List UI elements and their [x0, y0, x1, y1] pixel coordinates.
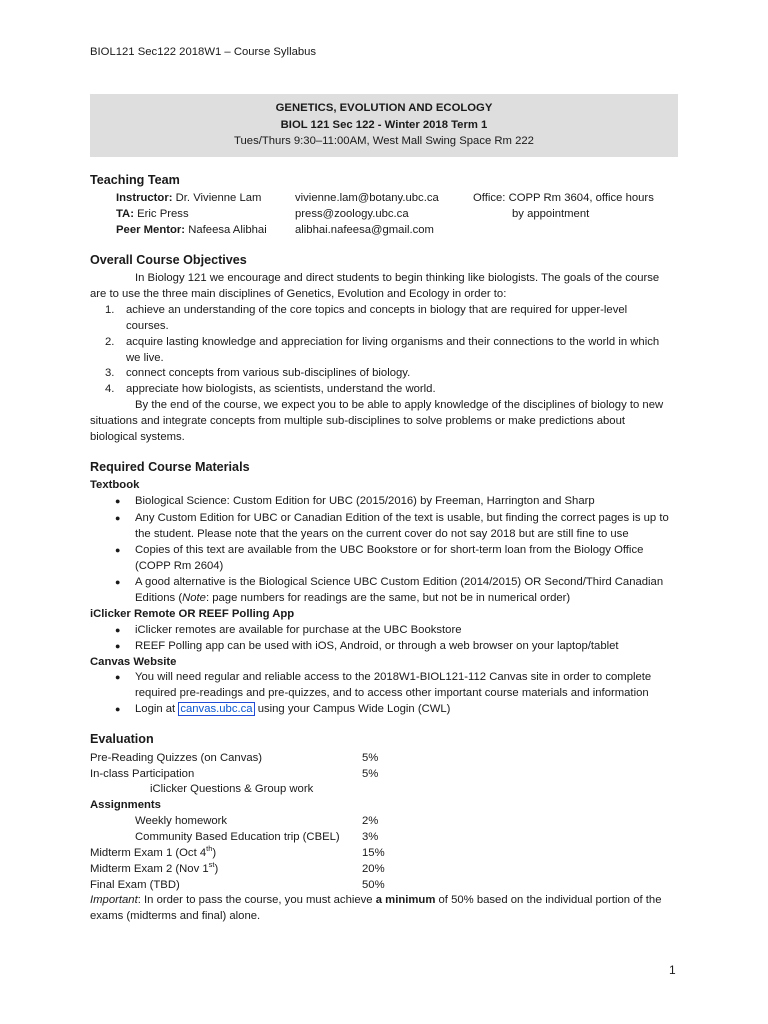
- member-name: Dr. Vivienne Lam: [175, 192, 262, 204]
- member-email: press@zoology.ubc.ca: [295, 208, 409, 220]
- bullet-item: Login at canvas.ubc.ca using your Campus Wide Login (CWL): [135, 703, 451, 715]
- title-banner: [90, 94, 678, 157]
- team-member: [116, 222, 267, 238]
- course-code: BIOL 121 Sec 122 - Winter 2018 Term 1: [280, 119, 488, 131]
- eval-label: Final Exam (TBD): [90, 879, 180, 891]
- list-number: 2.: [105, 336, 115, 348]
- eval-value: 20%: [362, 863, 385, 875]
- member-email: vivienne.lam@botany.ubc.ca: [295, 192, 439, 204]
- list-item-cont: we live.: [126, 352, 164, 364]
- eval-sublabel: iClicker Questions & Group work: [150, 783, 314, 795]
- list-item: connect concepts from various sub-disciplines of biology.: [126, 367, 411, 379]
- bullet-item: iClicker remotes are available for purchase at the UBC Bookstore: [135, 624, 462, 636]
- paragraph-line: In Biology 121 we encourage and direct students to begin thinking like biologists. The goals of the course: [135, 272, 660, 284]
- paragraph-line: are to use the three main disciplines of Genetics, Evolution and Ecology in order to:: [90, 288, 507, 300]
- list-number: 3.: [105, 367, 115, 379]
- eval-sublabel: Weekly homework: [135, 815, 228, 827]
- eval-label: In-class Participation: [90, 768, 195, 780]
- eval-value: 15%: [362, 847, 385, 859]
- bullet-item-cont: (COPP Rm 2604): [135, 560, 224, 572]
- eval-label: Midterm Exam 1 (Oct 4th): [90, 844, 217, 859]
- course-schedule: Tues/Thurs 9:30–11:00AM, West Mall Swing Space Rm 222: [234, 135, 534, 147]
- eval-value: 2%: [362, 815, 379, 827]
- member-role: Instructor:: [116, 192, 173, 204]
- eval-label: Midterm Exam 2 (Nov 1st): [90, 860, 219, 875]
- eval-value: 5%: [362, 768, 379, 780]
- team-member: [116, 206, 189, 222]
- important-note: Important: In order to pass the course, you must achieve a minimum of 50% based on the individual portion of the: [90, 894, 662, 906]
- canvas-link[interactable]: canvas.ubc.ca: [180, 703, 253, 715]
- bullet-item-cont: the student. Please note that the years on the current cover do not say 2018 but are still fine to use: [135, 528, 629, 540]
- list-item-cont: courses.: [126, 320, 169, 332]
- paragraph-line: biological systems.: [90, 431, 185, 443]
- page-number: 1: [669, 963, 676, 977]
- bullet-item-cont: Editions (Note: page numbers for readings are the same, but not be in numerical order): [135, 592, 571, 604]
- materials-heading: Required Course Materials: [90, 460, 250, 474]
- bullet-item: Any Custom Edition for UBC or Canadian Edition of the text is usable, but finding the correct pages is up to: [135, 512, 669, 524]
- bullet-item: Copies of this text are available from the UBC Bookstore or for short-term loan from the Biology Office: [135, 544, 644, 556]
- office-info-cont: by appointment: [512, 208, 590, 220]
- bullet-icon: ●: [115, 672, 121, 682]
- iclicker-heading: iClicker Remote OR REEF Polling App: [90, 608, 295, 620]
- important-note-cont: exams (midterms and final) alone.: [90, 910, 261, 922]
- eval-value: 3%: [362, 831, 379, 843]
- list-item: appreciate how biologists, as scientists, understand the world.: [126, 383, 436, 395]
- course-title: GENETICS, EVOLUTION AND ECOLOGY: [275, 102, 493, 114]
- office-info: Office: COPP Rm 3604, office hours: [473, 192, 654, 204]
- eval-value: 50%: [362, 879, 385, 891]
- list-number: 4.: [105, 383, 115, 395]
- member-name: Eric Press: [137, 208, 189, 220]
- bullet-item: REEF Polling app can be used with iOS, Android, or through a web browser on your laptop/tablet: [135, 640, 619, 652]
- list-item: achieve an understanding of the core topics and concepts in biology that are required for upper-level: [126, 304, 628, 316]
- member-name: Nafeesa Alibhai: [188, 224, 267, 236]
- eval-value: 5%: [362, 752, 379, 764]
- bullet-item: A good alternative is the Biological Science UBC Custom Edition (2014/2015) OR Second/Third Canadian: [135, 576, 664, 588]
- bullet-icon: ●: [115, 641, 121, 651]
- eval-group-label: Assignments: [90, 799, 161, 811]
- member-role: TA:: [116, 208, 134, 220]
- canvas-heading: Canvas Website: [90, 656, 177, 668]
- textbook-heading: Textbook: [90, 479, 140, 491]
- paragraph-line: situations and integrate concepts from multiple sub-disciplines to solve problems or make predictions about: [90, 415, 625, 427]
- eval-label: Pre-Reading Quizzes (on Canvas): [90, 752, 263, 764]
- bullet-item: You will need regular and reliable access to the 2018W1-BIOL121-112 Canvas site in order to complete: [135, 671, 652, 683]
- list-item: acquire lasting knowledge and appreciation for living organisms and their connections to the world in which: [126, 336, 660, 348]
- objectives-heading: Overall Course Objectives: [90, 253, 247, 267]
- member-role: Peer Mentor:: [116, 224, 186, 236]
- team-member: [116, 190, 261, 206]
- member-email: alibhai.nafeesa@gmail.com: [295, 224, 434, 236]
- document-header: BIOL121 Sec122 2018W1 – Course Syllabus: [90, 46, 317, 58]
- list-number: 1.: [105, 304, 115, 316]
- eval-sublabel: Community Based Education trip (CBEL): [135, 831, 340, 843]
- bullet-icon: ●: [115, 625, 121, 635]
- paragraph-line: By the end of the course, we expect you to be able to apply knowledge of the disciplines of biology to new: [135, 399, 664, 411]
- important-label: Important: [90, 894, 138, 906]
- bullet-item: Biological Science: Custom Edition for UBC (2015/2016) by Freeman, Harrington and Sharp: [135, 495, 595, 507]
- bullet-icon: ●: [115, 704, 121, 714]
- bullet-icon: ●: [115, 577, 121, 587]
- teaching-team-heading: Teaching Team: [90, 173, 180, 187]
- bullet-icon: ●: [115, 496, 121, 506]
- evaluation-heading: Evaluation: [90, 732, 154, 746]
- note-label: Note: [182, 592, 206, 604]
- bullet-icon: ●: [115, 545, 121, 555]
- bullet-icon: ●: [115, 513, 121, 523]
- bullet-item-cont: required pre-readings and pre-quizzes, and to access other important course materials and information: [135, 687, 649, 699]
